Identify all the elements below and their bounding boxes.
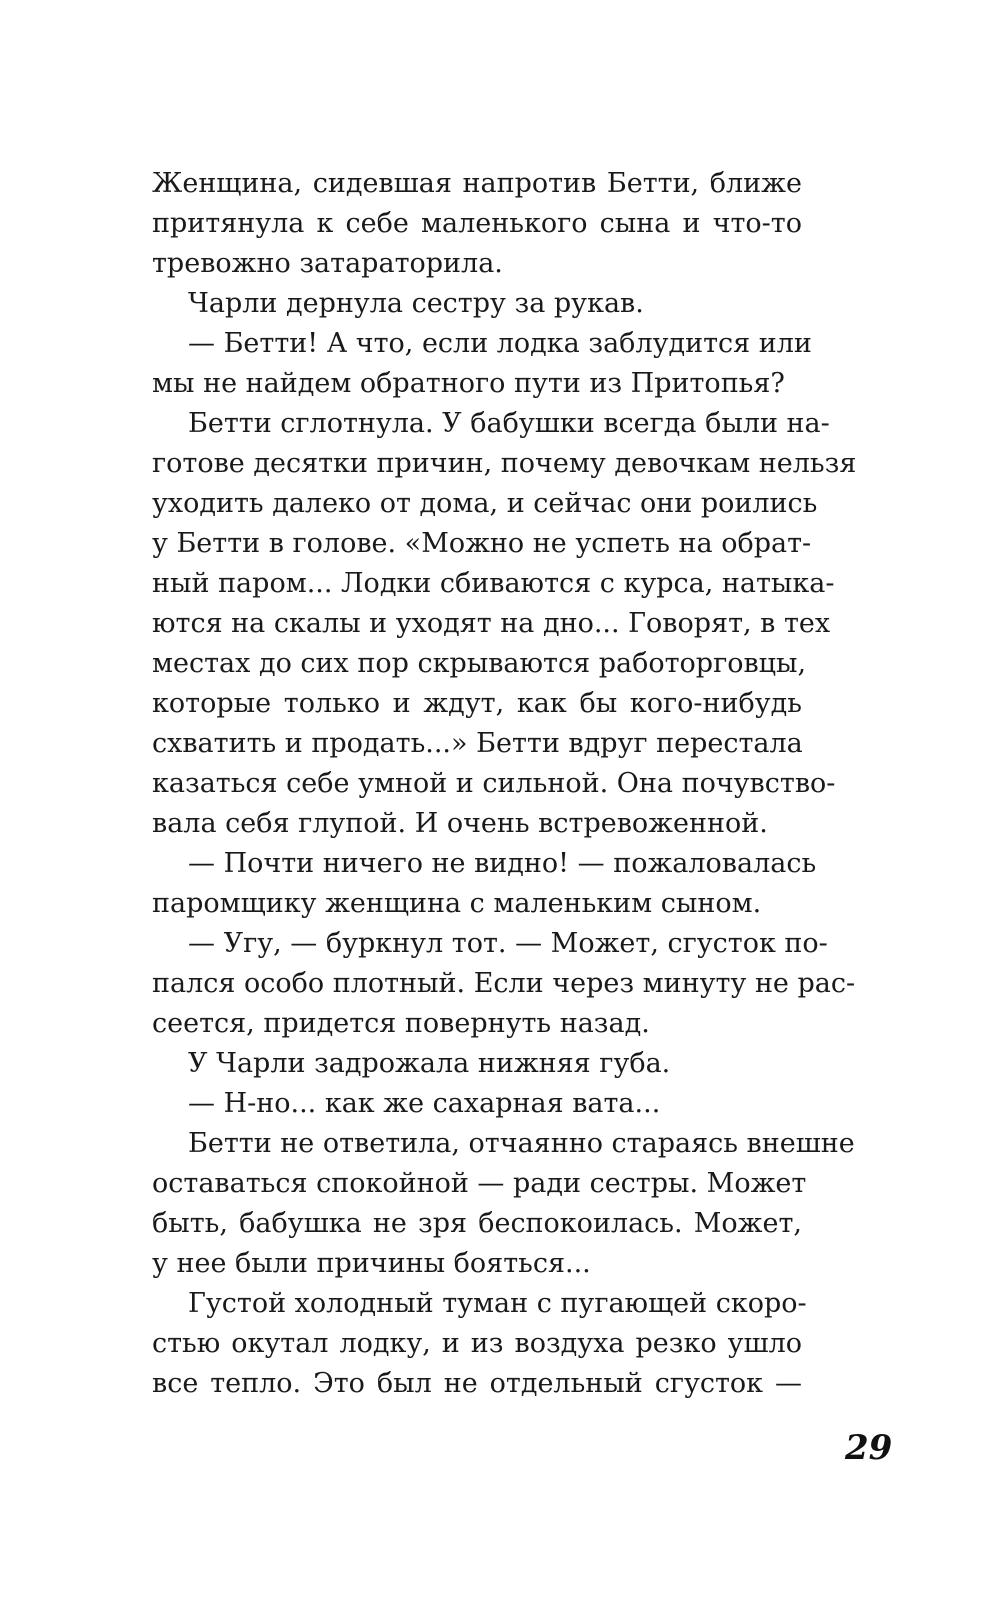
text-line: готове десятки причин, почему девочкам нельзя [152,448,857,479]
text-line: Густой холодный туман с пугающей скоро- [188,1288,807,1319]
paragraph [152,164,802,284]
text-line: Чарли дернула сестру за рукав. [188,288,644,319]
paragraph [152,1084,802,1124]
text-line: — Почти ничего не видно! — пожаловалась [188,848,817,879]
paragraph [152,924,856,1044]
text-line: стью окутал лодку, и из воздуха резко ушло [152,1328,802,1359]
text-line: сеется, придется повернуть назад. [152,1008,650,1039]
text-line: мы не найдем обратного пути из Притопья? [152,368,785,399]
paragraph [152,1284,807,1404]
text-line: казаться себе умной и сильной. Она почувство- [152,768,836,799]
text-line: у Бетти в голове. «Можно не успеть на обрат- [152,528,812,559]
page-number: 29 [845,1428,893,1468]
text-line: У Чарли задрожала нижняя губа. [188,1048,671,1079]
text-line: оставаться спокойной — ради сестры. Может [152,1168,807,1199]
body-text [152,164,857,1404]
paragraph [152,1044,802,1084]
paragraph [152,1124,855,1284]
text-line: тревожно затараторила. [152,248,503,279]
text-line: которые только и ждут, как бы кого-нибудь [152,688,802,719]
text-line: уходить далеко от дома, и сейчас они роились [152,488,818,519]
paragraph [152,324,812,404]
text-line: притянула к себе маленького сына и что-то [152,208,802,239]
paragraph [152,404,857,844]
text-line: схватить и продать...» Бетти вдруг перестала [152,728,803,759]
text-line: паромщику женщина с маленьким сыном. [152,888,762,919]
text-line: пался особо плотный. Если через минуту не рас- [152,968,856,999]
text-line: быть, бабушка не зря беспокоилась. Может, [152,1208,802,1239]
paragraph [152,844,817,924]
text-line: Бетти не ответила, отчаянно стараясь внешне [188,1128,855,1159]
text-line: ются на скалы и уходят на дно... Говорят, в тех [152,608,831,639]
paragraph [152,284,802,324]
text-line: Бетти сглотнула. У бабушки всегда были на- [188,408,830,439]
text-line: — Угу, — буркнул тот. — Может, сгусток по- [188,928,828,959]
text-line: вала себя глупой. И очень встревоженной. [152,808,768,839]
text-line: — Н-но... как же сахарная вата... [188,1088,661,1119]
text-line: все тепло. Это был не отдельный сгусток — [152,1368,802,1399]
text-line: — Бетти! А что, если лодка заблудится или [188,328,812,359]
text-line: местах до сих пор скрываются работорговцы, [152,648,807,679]
text-line: Женщина, сидевшая напротив Бетти, ближе [152,168,802,199]
text-line: у нее были причины бояться... [152,1248,591,1279]
text-line: ный паром... Лодки сбиваются с курса, натыка- [152,568,835,599]
